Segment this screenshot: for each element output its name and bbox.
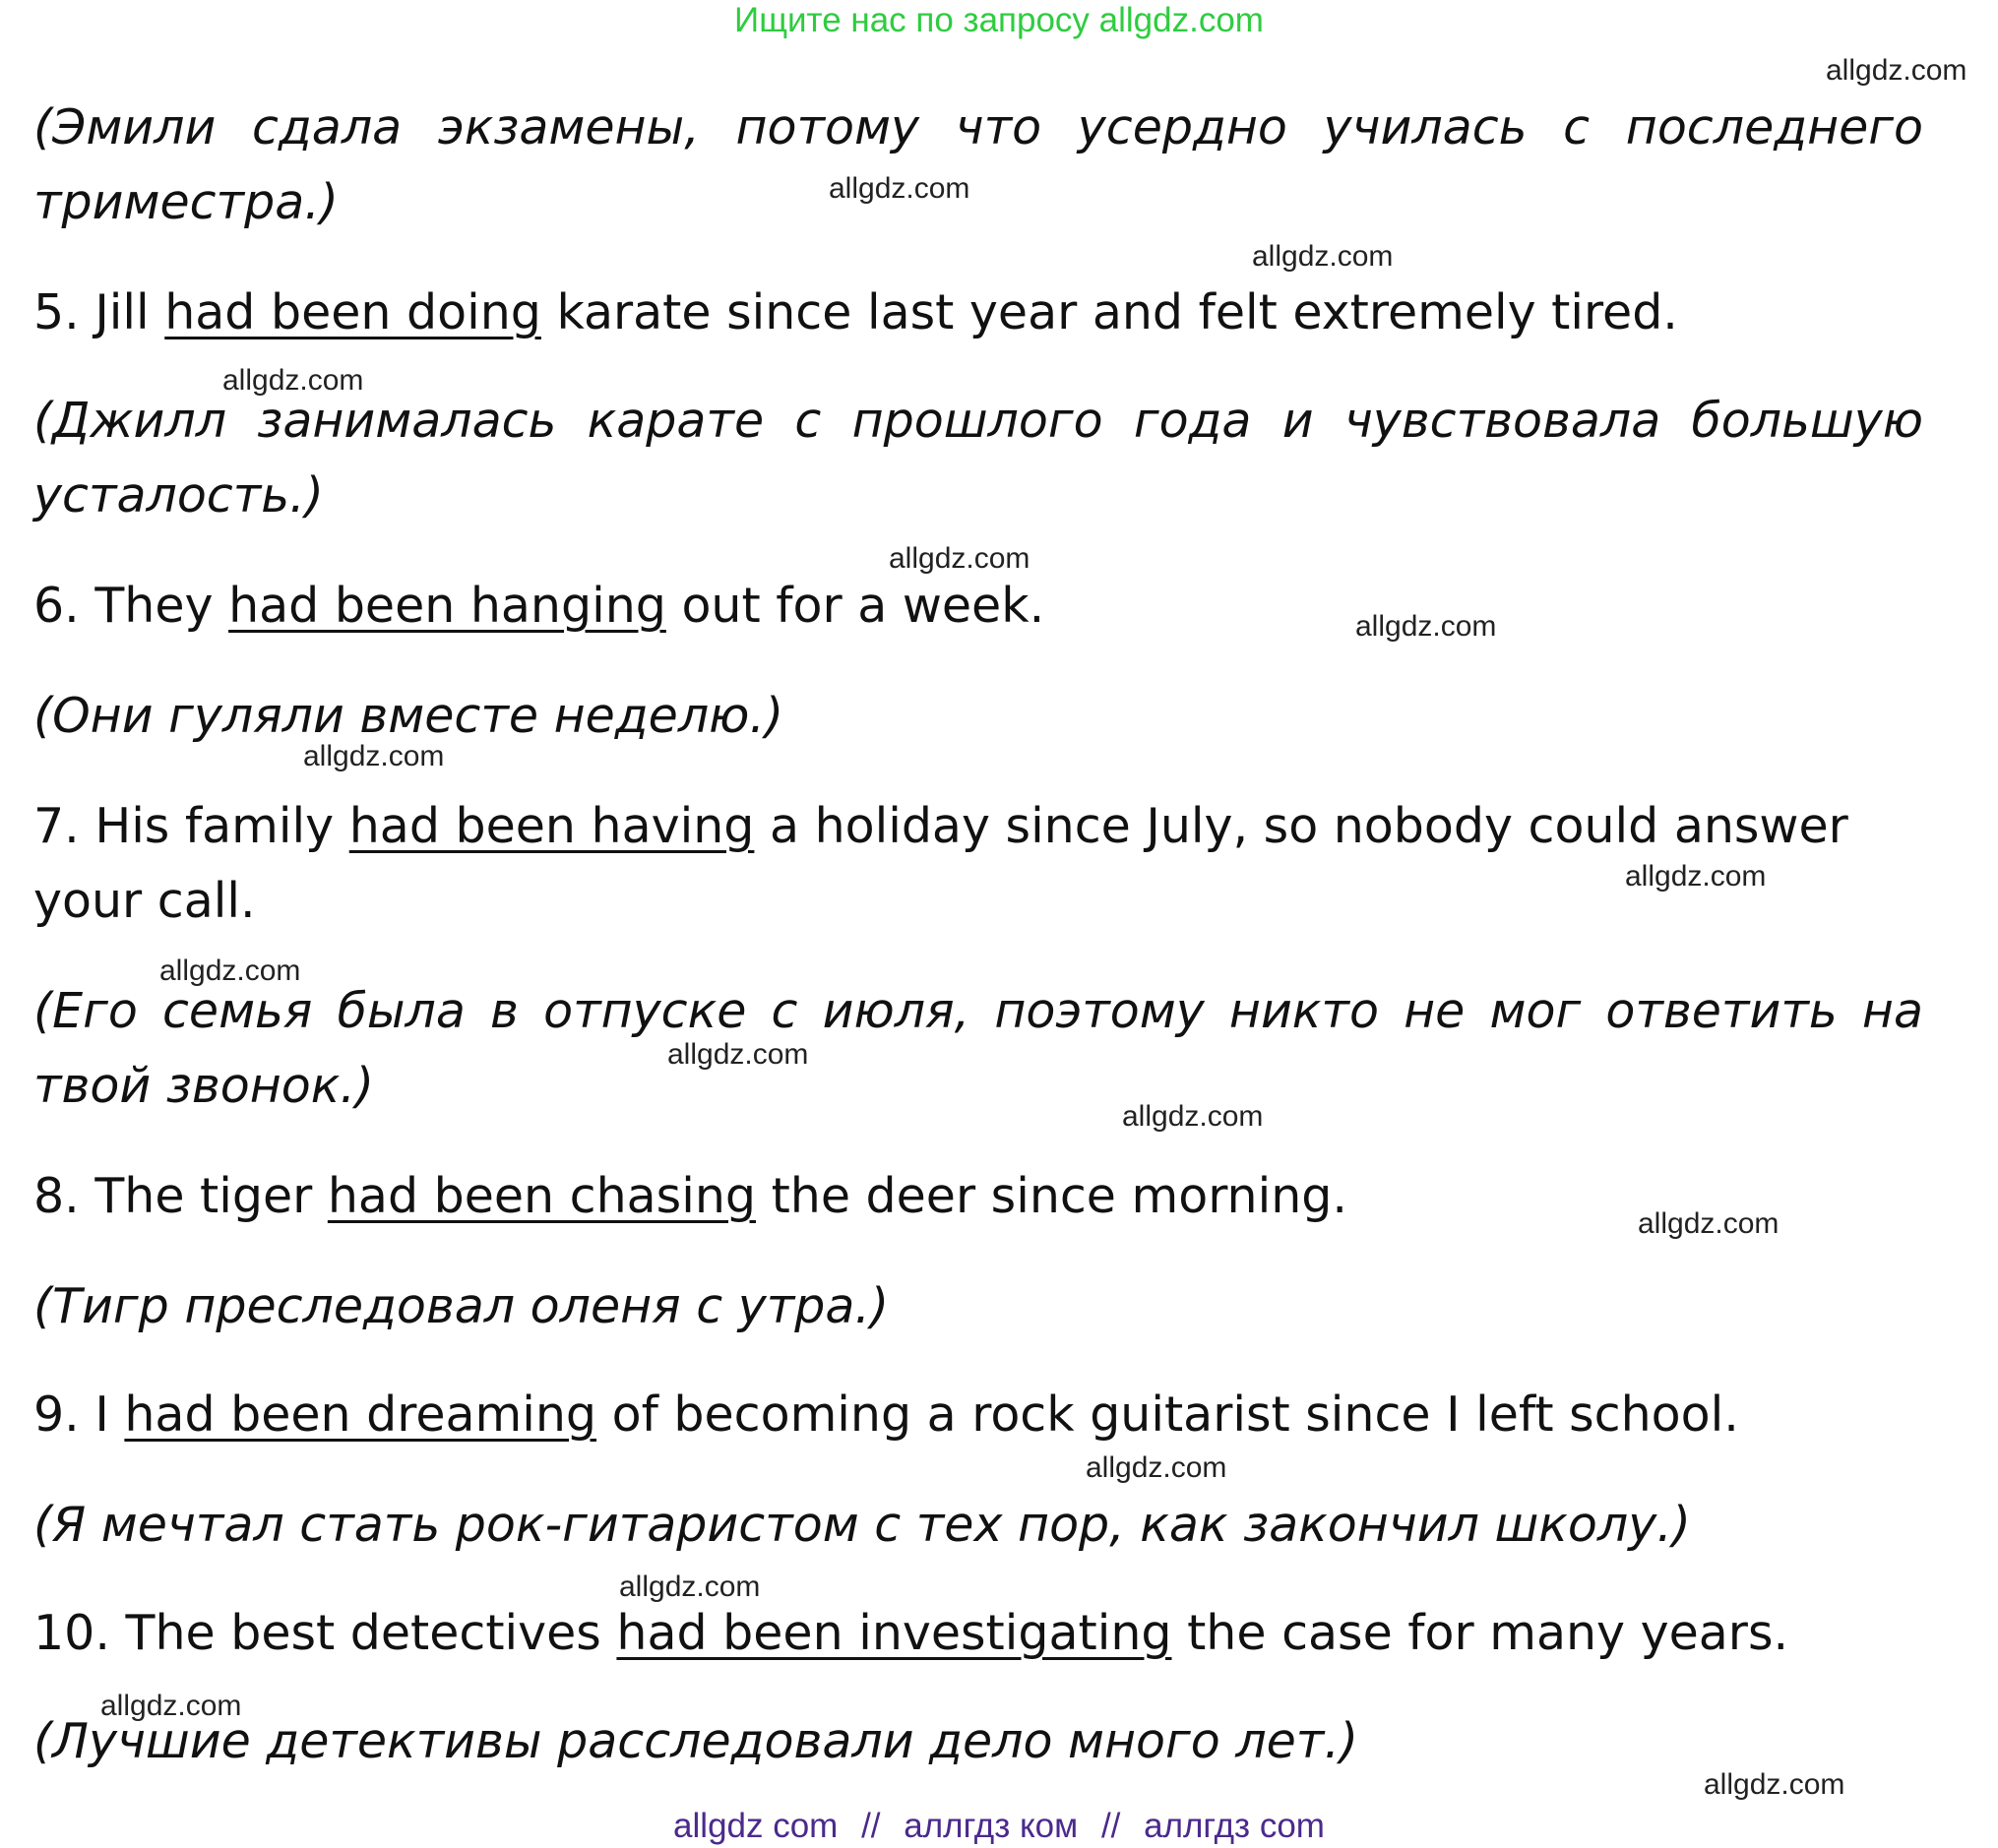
sentence-7 (33, 789, 1933, 939)
sentence-rest: a holiday since July, so nobody could answer your call. (33, 798, 1848, 929)
sentence-start: I (94, 1386, 109, 1443)
watermark: allgdz.com (1826, 54, 1967, 87)
watermark: allgdz.com (667, 1038, 809, 1071)
verb-answer: had been hanging (228, 578, 666, 634)
footer-separator: // (861, 1807, 881, 1845)
item-number: 5. (33, 284, 80, 340)
sentence-9 (33, 1378, 1963, 1452)
banner-text: Ищите нас по запросу allgdz.com (734, 1, 1264, 39)
item-number: 6. (33, 578, 80, 634)
sentence-rest: out for a week. (681, 578, 1045, 634)
watermark: allgdz.com (159, 955, 301, 987)
watermark: allgdz.com (1638, 1207, 1779, 1240)
watermark: allgdz.com (889, 542, 1030, 575)
translation-9: (Я мечтал стать рок-гитаристом с тех пор, как закончил школу.) (33, 1497, 1691, 1553)
sentence-8 (33, 1159, 1963, 1234)
sentence-6 (33, 569, 1963, 644)
sentence-rest: karate since last year and felt extremely tired. (556, 284, 1678, 340)
item-number: 8. (33, 1168, 80, 1224)
watermark: allgdz.com (222, 364, 364, 397)
translation-10: (Лучшие детективы расследовали дело много лет.) (33, 1713, 1359, 1769)
watermark: allgdz.com (829, 172, 970, 205)
watermark: allgdz.com (1704, 1768, 1845, 1801)
translation-8: (Тигр преследовал оленя с утра.) (33, 1278, 890, 1334)
top-banner (0, 0, 1998, 41)
footer-link-allgdz[interactable]: allgdz com (673, 1807, 839, 1845)
translation-5: (Джилл занималась карате с прошлого года и чувствовала большую усталость.) (33, 393, 1923, 524)
watermark: allgdz.com (303, 740, 445, 772)
verb-answer: had been chasing (327, 1168, 756, 1224)
footer-separator: // (1100, 1807, 1121, 1845)
sentence-start: The best detectives (125, 1605, 601, 1661)
watermark: allgdz.com (1086, 1451, 1227, 1484)
sentence-rest: the deer since morning. (771, 1168, 1347, 1224)
verb-answer: had been having (348, 798, 755, 854)
watermark: allgdz.com (1252, 240, 1394, 273)
watermark: allgdz.com (1122, 1100, 1264, 1133)
sentence-start: Jill (94, 284, 150, 340)
item-number: 10. (33, 1605, 110, 1661)
sentence-5 (33, 276, 1963, 350)
sentence-10 (33, 1596, 1963, 1671)
translation-7: (Его семья была в отпуске с июля, поэтому никто не мог ответить на твой звонок.) (33, 983, 1923, 1114)
watermark: allgdz.com (1625, 860, 1767, 893)
footer-links (0, 1806, 1998, 1847)
footer-link-allgdz-kom[interactable]: аллгдз ком (904, 1807, 1079, 1845)
watermark: allgdz.com (100, 1690, 242, 1722)
translation-4: (Эмили сдала экзамены, потому что усердно училась с последнего триместра.) (33, 99, 1923, 230)
translation-6: (Они гуляли вместе неделю.) (33, 688, 784, 744)
watermark: allgdz.com (619, 1571, 761, 1603)
sentence-start: They (94, 578, 214, 634)
sentence-rest: of becoming a rock guitarist since I left school. (611, 1386, 1739, 1443)
watermark: allgdz.com (1355, 610, 1497, 643)
verb-answer: had been dreaming (124, 1386, 597, 1443)
verb-answer: had been doing (164, 284, 541, 340)
verb-answer: had been investigating (616, 1605, 1172, 1661)
item-number: 9. (33, 1386, 80, 1443)
sentence-start: His family (94, 798, 335, 854)
sentence-start: The tiger (94, 1168, 313, 1224)
item-number: 7. (33, 798, 80, 854)
footer-link-allgdz-com[interactable]: аллгдз com (1144, 1807, 1325, 1845)
sentence-rest: the case for many years. (1187, 1605, 1789, 1661)
